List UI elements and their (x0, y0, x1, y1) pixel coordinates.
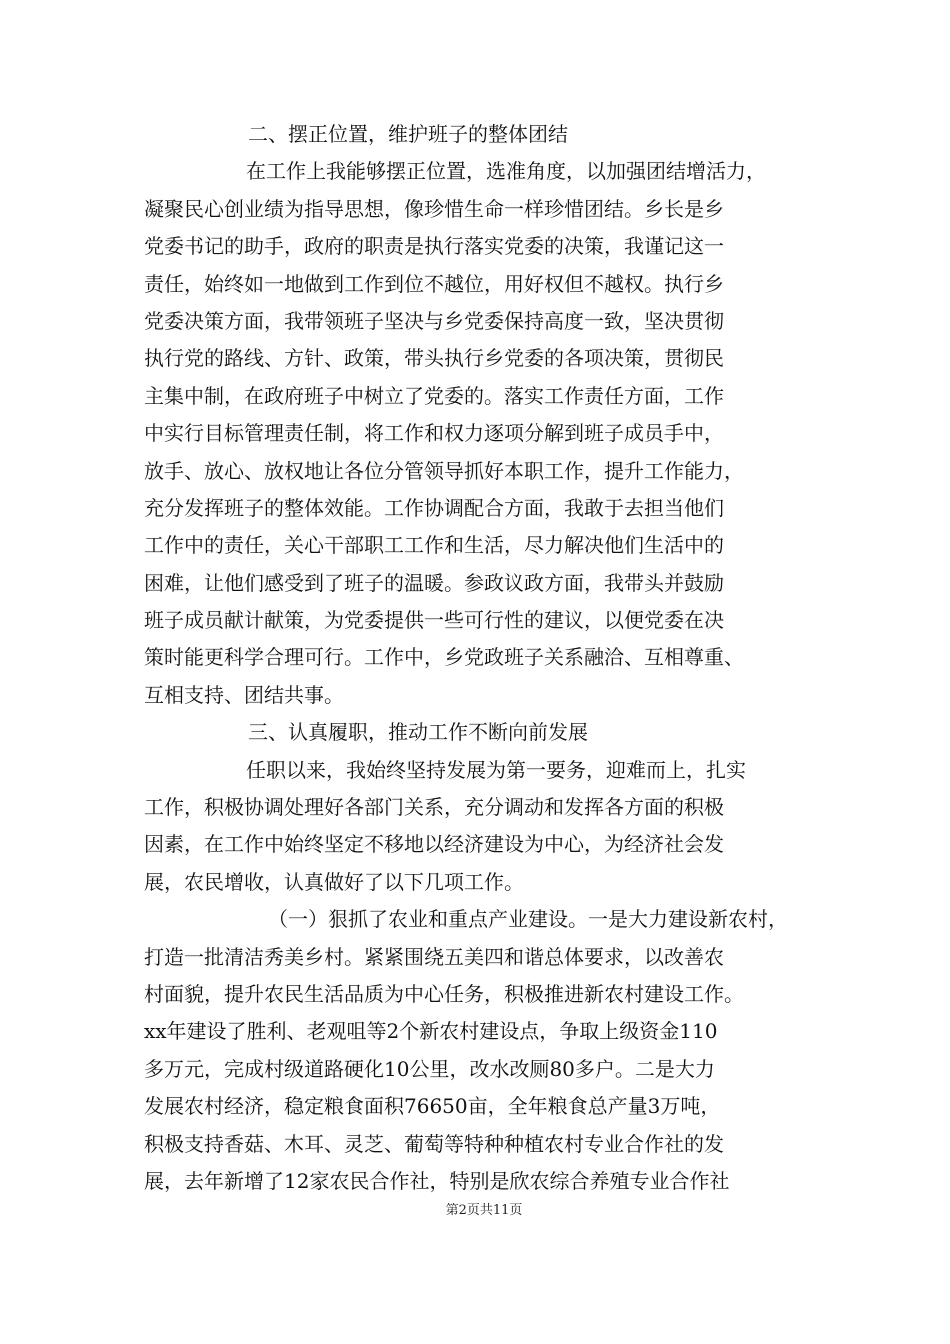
paragraph-line: 执行党的路线、方针、政策，带头执行乡党委的各项决策，贯彻民 (144, 346, 724, 371)
paragraph-line: 展，农民增收，认真做好了以下几项工作。 (144, 869, 524, 894)
paragraph-line: 党委决策方面，我带领班子坚决与乡党委保持高度一致，坚决贯彻 (144, 308, 724, 333)
paragraph-line: 工作中的责任，关心干部职工工作和生活，尽力解决他们生活中的 (144, 533, 724, 558)
paragraph-line: 班子成员献计献策，为党委提供一些可行性的建议，以便党委在决 (144, 608, 724, 633)
paragraph-line: xx年建设了胜利、老观咀等2个新农村建设点，争取上级资金110 (144, 1019, 718, 1044)
paragraph-line: 工作，积极协调处理好各部门关系，充分调动和发挥各方面的积极 (144, 795, 724, 820)
paragraph-line: 策时能更科学合理可行。工作中，乡党政班子关系融洽、互相尊重、 (144, 645, 744, 670)
paragraph-line: 充分发挥班子的整体效能。工作协调配合方面，我敢于去担当他们 (144, 495, 724, 520)
paragraph-line: 中实行目标管理责任制，将工作和权力逐项分解到班子成员手中， (144, 421, 724, 446)
paragraph-line: 打造一批清洁秀美乡村。紧紧围绕五美四和谐总体要求，以改善农 (144, 944, 724, 969)
paragraph-line: 凝聚民心创业绩为指导思想，像珍惜生命一样珍惜团结。乡长是乡 (144, 196, 724, 221)
section-heading-2: 二、摆正位置，维护班子的整体团结 (248, 122, 568, 146)
paragraph-line: 任职以来，我始终坚持发展为第一要务，迎难而上，扎实 (246, 757, 746, 782)
paragraph-line: 困难，让他们感受到了班子的温暖。参政议政方面，我带头并鼓励 (144, 570, 724, 595)
paragraph-line: 多万元，完成村级道路硬化10公里，改水改厕80多户。二是大力 (144, 1056, 715, 1081)
subsection-line: （一）狠抓了农业和重点产业建设。一是大力建设新农村， (268, 907, 788, 932)
paragraph-line: 在工作上我能够摆正位置，选准角度，以加强团结增活力， (246, 159, 766, 184)
page-number-footer: 第2页共11页 (445, 1203, 523, 1218)
paragraph-line: 村面貌，提升农民生活品质为中心任务，积极推进新农村建设工作。 (144, 981, 744, 1006)
paragraph-line: 展，去年新增了12家农民合作社，特别是欣农综合养殖专业合作社 (144, 1168, 730, 1193)
paragraph-line: 因素，在工作中始终坚定不移地以经济建设为中心，为经济社会发 (144, 832, 724, 857)
paragraph-line: 互相支持、团结共事。 (144, 682, 344, 707)
paragraph-line: 责任，始终如一地做到工作到位不越位，用好权但不越权。执行乡 (144, 271, 724, 296)
paragraph-line: 党委书记的助手，政府的职责是执行落实党委的决策，我谨记这一 (144, 234, 724, 259)
body-text (144, 116, 806, 1200)
paragraph-line: 积极支持香菇、木耳、灵芝、葡萄等特种种植农村专业合作社的发 (144, 1131, 724, 1156)
paragraph-line: 发展农村经济，稳定粮食面积76650亩，全年粮食总产量3万吨， (144, 1094, 721, 1119)
paragraph-line: 主集中制，在政府班子中树立了党委的。落实工作责任方面，工作 (144, 383, 724, 408)
paragraph-line: 放手、放心、放权地让各位分管领导抓好本职工作，提升工作能力， (144, 458, 744, 483)
section-heading-3: 三、认真履职，推动工作不断向前发展 (248, 720, 588, 745)
